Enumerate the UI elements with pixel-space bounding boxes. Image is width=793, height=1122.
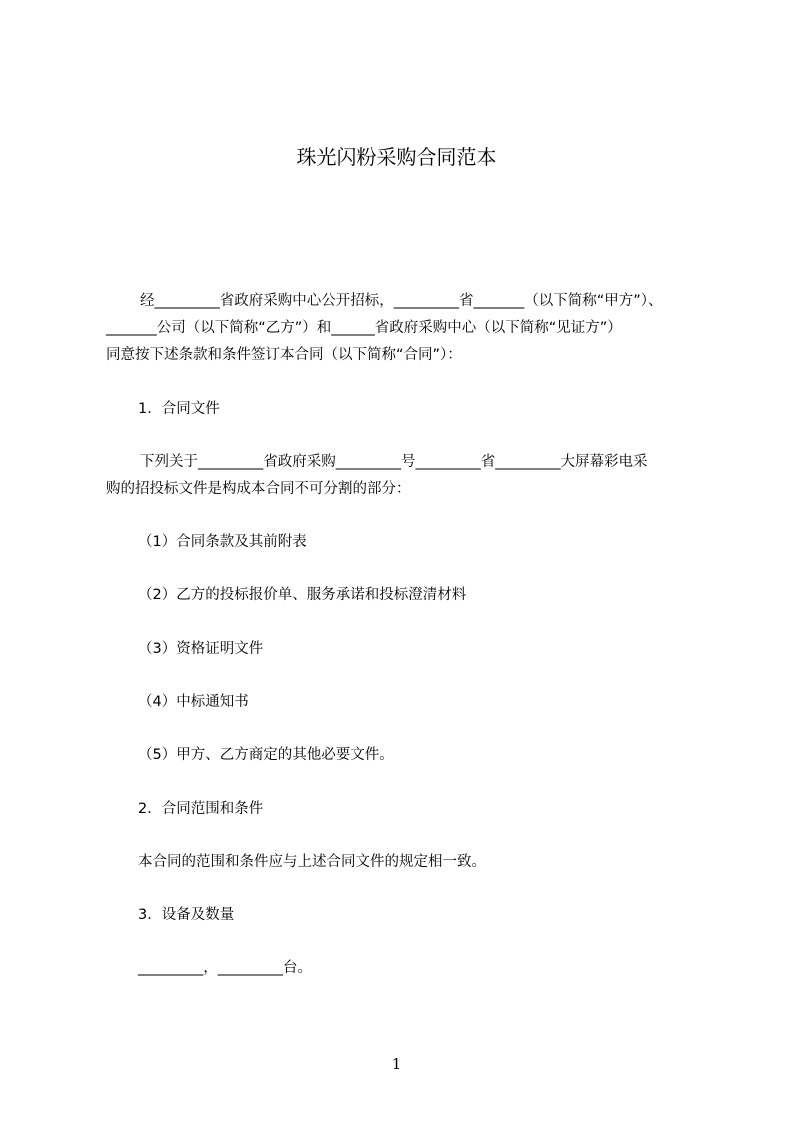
- section-heading-2: 2．合同范围和条件: [138, 801, 264, 817]
- section-1-text-line-1: 下列关于_________省政府采购_________号_________省_________大屏幕彩电采: [140, 454, 648, 470]
- list-item-5: （5）甲方、乙方商定的其他必要文件。: [138, 747, 394, 763]
- list-item-1: （1）合同条款及其前附表: [138, 534, 307, 550]
- intro-line-3: 同意按下述条款和条件签订本合同（以下简称“合同”）：: [106, 347, 462, 363]
- list-item-4: （4）中标通知书: [138, 694, 249, 710]
- list-item-2: （2）乙方的投标报价单、服务承诺和投标澄清材料: [138, 587, 467, 603]
- document-title: 珠光闪粉采购合同范本: [296, 145, 497, 169]
- list-item-3: （3）资格证明文件: [138, 641, 264, 657]
- intro-line-1: 经_________省政府采购中心公开招标，_________省_______（以下简称“甲方”）、: [140, 293, 663, 309]
- section-3-text: _________，_________台。: [138, 960, 312, 976]
- section-heading-3: 3．设备及数量: [138, 907, 235, 923]
- intro-line-2: _______公司（以下简称“乙方”）和______省政府采购中心（以下简称“见证方”）: [106, 320, 622, 336]
- section-2-text: 本合同的范围和条件应与上述合同文件的规定相一致。: [138, 854, 486, 870]
- section-heading-1: 1．合同文件: [138, 401, 220, 417]
- section-1-text-line-2: 购的招投标文件是构成本合同不可分割的部分：: [106, 481, 411, 497]
- page-number: 1: [391, 1055, 402, 1073]
